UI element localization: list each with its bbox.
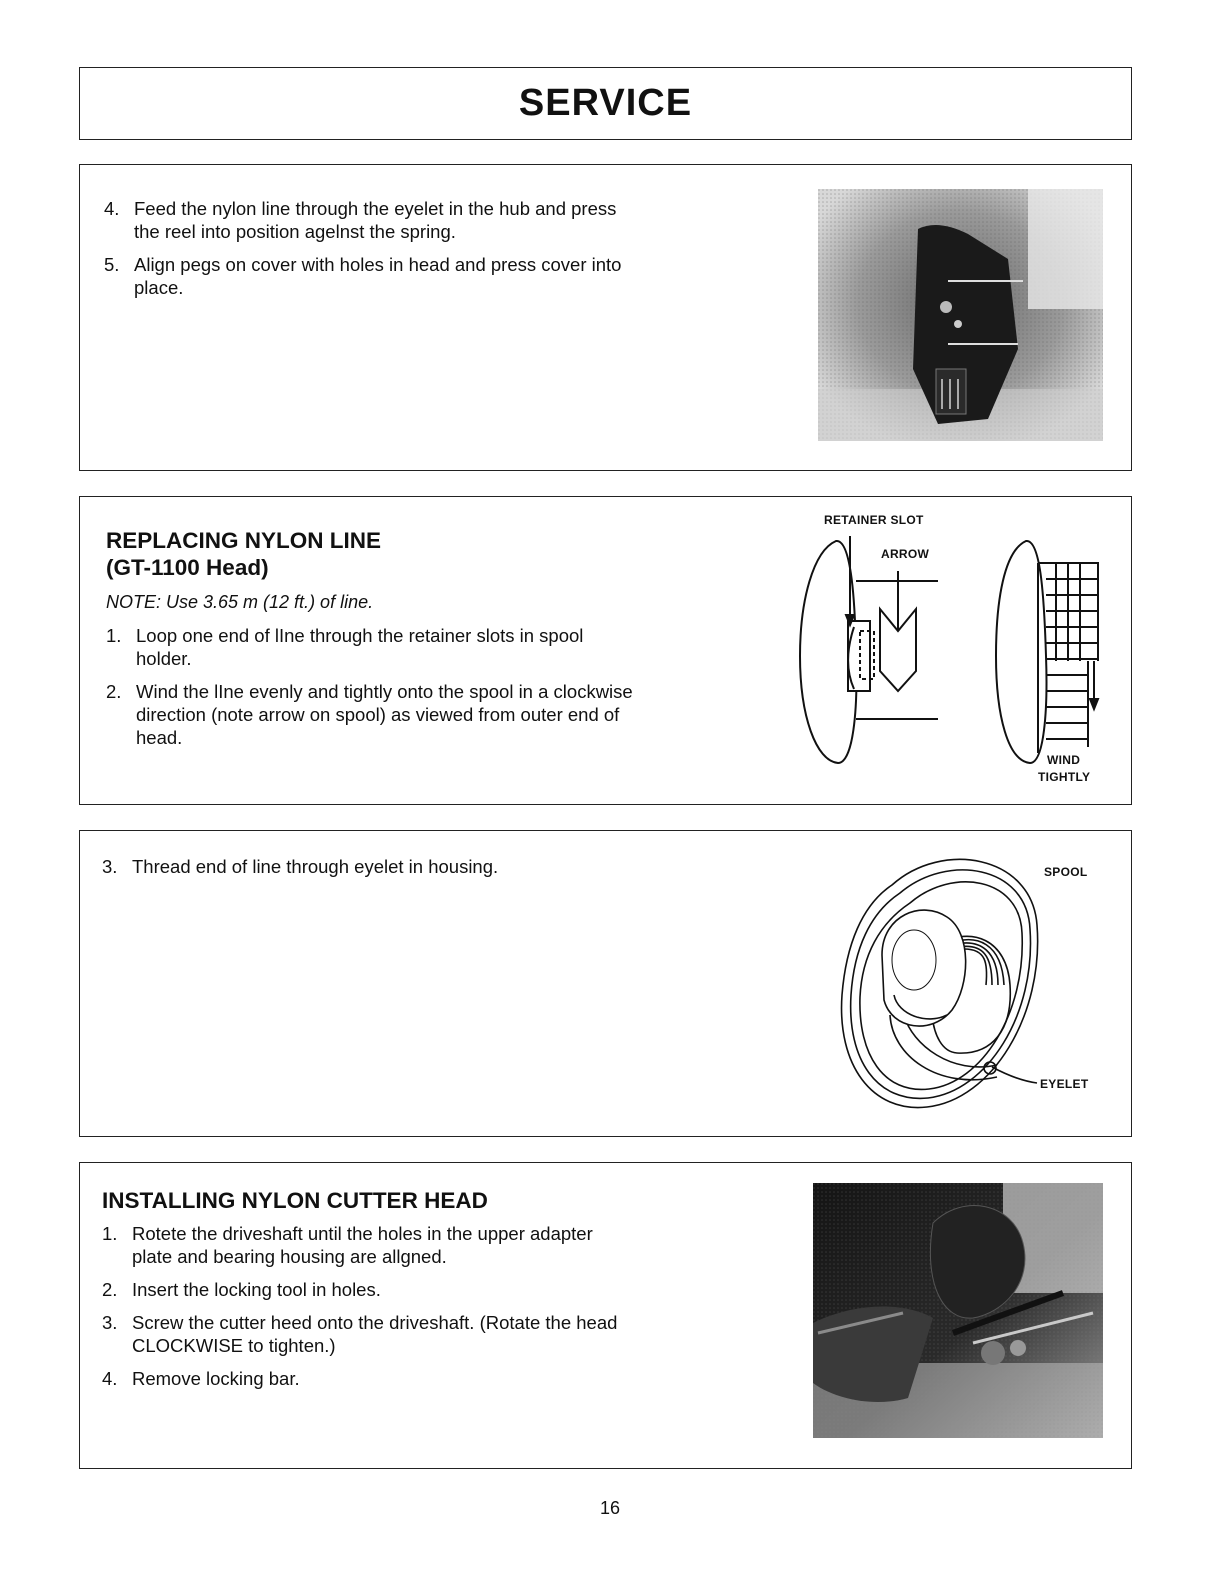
section2-text	[106, 527, 636, 759]
step-3: 3. Thread end of line through eyelet in housing.	[102, 856, 499, 877]
step-5: 5. Align pegs on cover with holes in head and press cover into place.	[104, 254, 622, 298]
step-1: 1. Rotete the driveshaft until the holes in the upper adapter plate and bearing housing are allgned.	[102, 1223, 593, 1267]
label-tightly: TIGHTLY	[1038, 770, 1091, 784]
section-reel-cover	[79, 164, 1132, 471]
section4-text	[102, 1187, 632, 1400]
section3-text	[102, 855, 632, 888]
note: NOTE: Use 3.65 m (12 ft.) of line.	[106, 592, 374, 612]
step-2: 2. Insert the locking tool in holes.	[102, 1279, 381, 1300]
page-title-box	[79, 67, 1132, 140]
section-heading: INSTALLING NYLON CUTTER HEAD	[102, 1188, 488, 1213]
reel-cover-photo	[818, 189, 1103, 441]
step-3: 3. Screw the cutter heed onto the driveshaft. (Rotate the head CLOCKWISE to tighten.)	[102, 1312, 618, 1356]
spool-housing-diagram	[832, 845, 1047, 1120]
section-subheading: (GT-1100 Head)	[106, 555, 269, 580]
label-spool: SPOOL	[1044, 865, 1088, 879]
cutter-head-photo	[813, 1183, 1103, 1438]
page-number: 16	[599, 1498, 621, 1518]
step-4: 4. Feed the nylon line through the eyelet in the hub and press the reel into position agelnst the spring.	[104, 198, 617, 242]
label-eyelet: EYELET	[1040, 1077, 1089, 1091]
section-heading: REPLACING NYLON LINE	[106, 528, 382, 553]
spool-winding-diagram	[798, 531, 1108, 771]
section1-text	[104, 197, 634, 309]
section-thread-line	[79, 830, 1132, 1137]
step-1: 1. Loop one end of lIne through the retainer slots in spool holder.	[106, 625, 584, 669]
section-replacing-nylon-line	[79, 496, 1132, 805]
section-installing-cutter-head	[79, 1162, 1132, 1469]
label-wind: WIND	[1047, 753, 1081, 767]
page-title: SERVICE	[518, 82, 693, 124]
step-2: 2. Wind the lIne evenly and tightly onto the spool in a clockwise direction (note arrow on spool) as viewed from outer end of head.	[106, 681, 633, 748]
label-retainer-slot: RETAINER SLOT	[824, 513, 924, 527]
step-4: 4. Remove locking bar.	[102, 1368, 300, 1389]
label-arrow: ARROW	[881, 547, 930, 561]
